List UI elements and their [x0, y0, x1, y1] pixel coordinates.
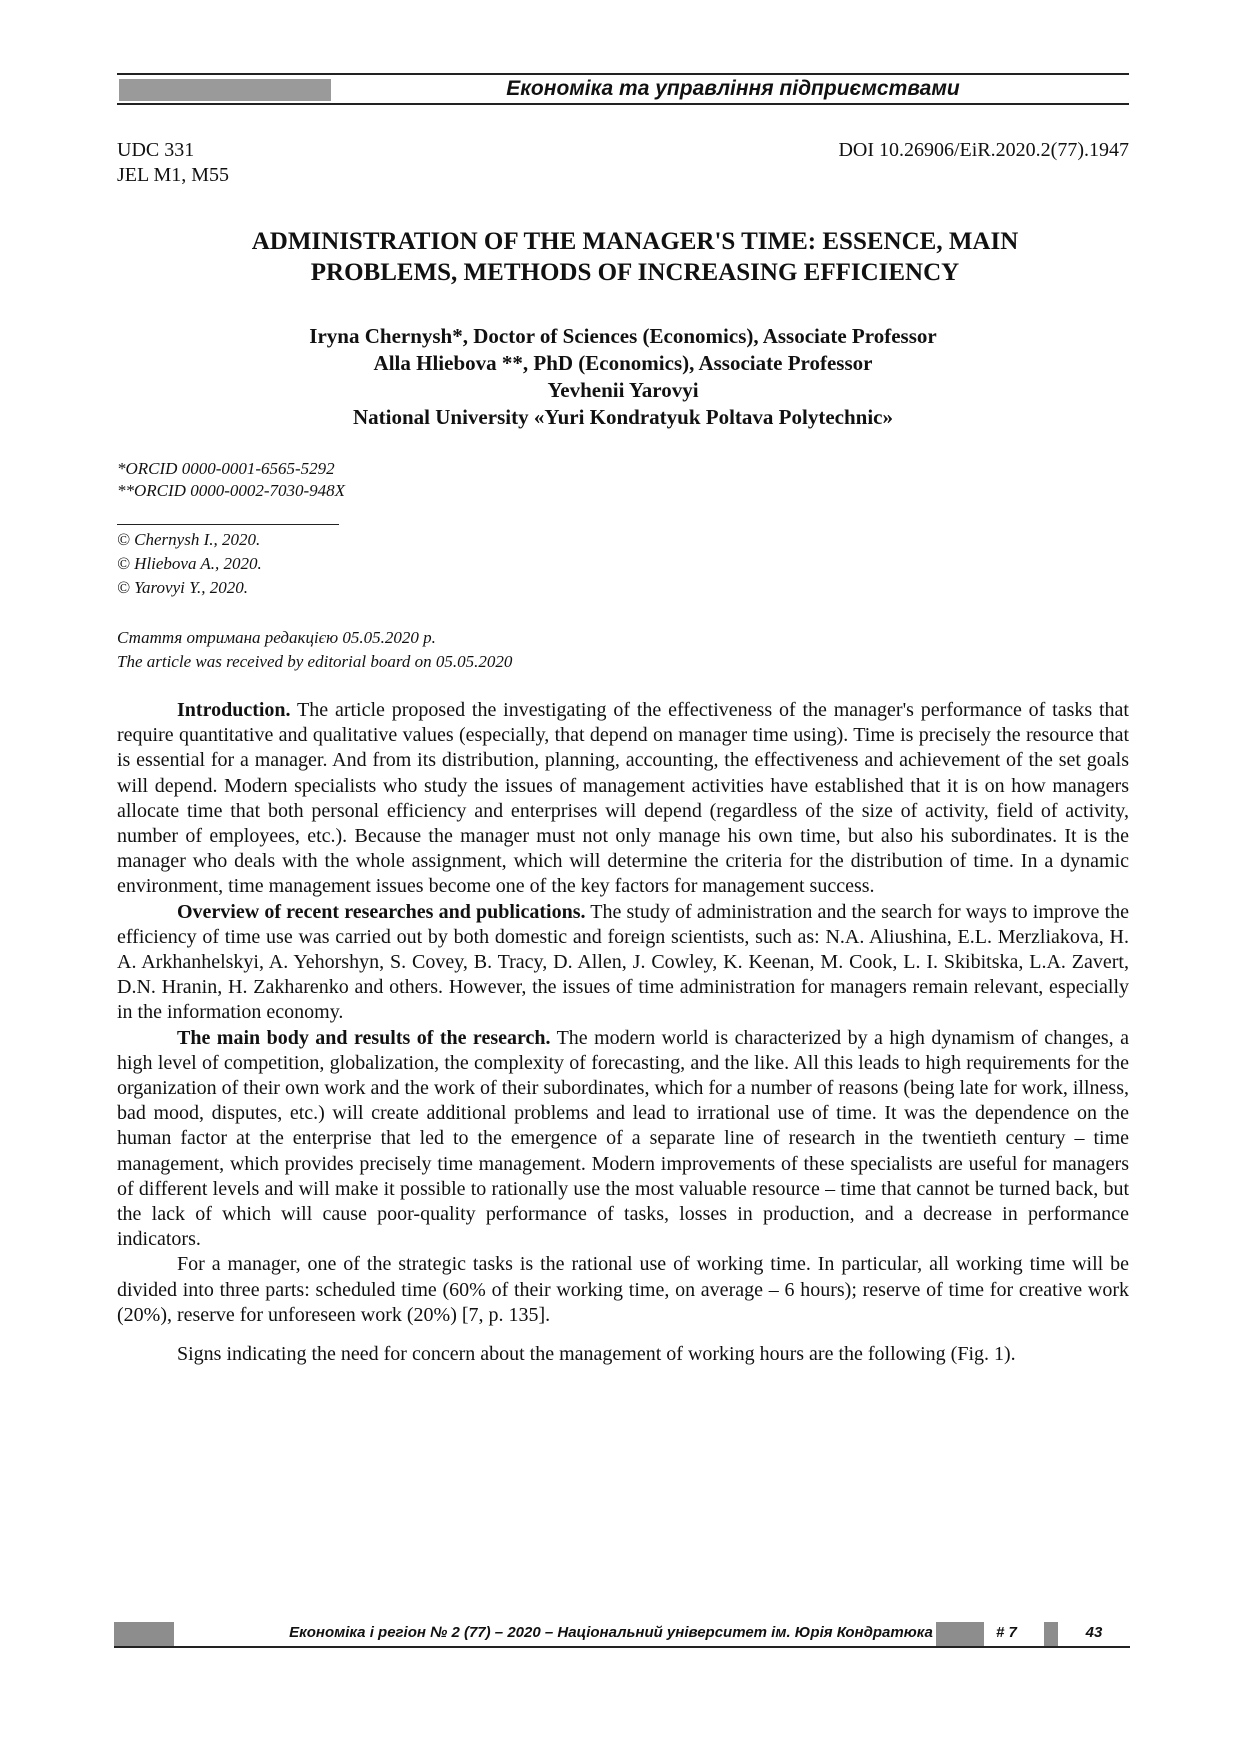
- introduction-text: The article proposed the investigating of the effectiveness of the manager's performance of tasks that require quantitative and qualitative values (especially, that depend on manager time using). Time is precisely the resource that is essential for a manager. And from its distribution, planning, accounting, the effectiveness and achievement of the set goals will depend. Modern specialists who study the issues of management activities have established that it is on how managers allocate time that both personal efficiency and enterprises will depend (regardless of the size of activity, field of activity, number of employees, etc.). Because the manager must not only manage his own time, but also his subordinates. It is the manager who deals with the whole assignment, which will determine the criteria for the distribution of time. In a dynamic environment, time management issues become one of the key factors for management success.: [117, 699, 1129, 898]
- copyright-2: © Hliebova A., 2020.: [117, 554, 262, 573]
- header-rule-top: [117, 73, 1129, 75]
- orcid-list: [117, 458, 345, 502]
- paragraph-signs: Signs indicating the need for concern about the management of working hours are the following (Fig. 1).: [177, 1343, 1016, 1366]
- overview-text: The study of administration and the search for ways to improve the efficiency of time use was carried out by both domestic and foreign scientists, such as: N.A. Aliushina, E.L. Merzliakova, H. A. Arkhanhelskyi, A. Yehorshyn, S. Covey, B. Tracy, D. Allen, J. Cowley, K. Keenan, M. Cook, L. I. Skibitska, L.A. Zavert, D.N. Hranin, H. Zakharenko and others. However, the issues of time administration for managers remain relevant, especially in the information economy.: [117, 900, 1130, 1024]
- footer-journal: Економіка і регіон № 2 (77) – 2020 – Національний університет ім. Юрія Кондратюка: [289, 1624, 933, 1641]
- jel-code: JEL M1, M55: [117, 164, 230, 186]
- copyright-3: © Yarovyi Y., 2020.: [117, 578, 249, 597]
- article-body: [117, 698, 1129, 1367]
- paragraph-working-time: For a manager, one of the strategic tasks is the rational use of working time. In particular, all working time will be divided into three parts: scheduled time (60% of their working time, on average – 6 hours); reserve of time for creative work (20%), reserve for unforeseen work (20%) [7, p. 135].: [117, 1253, 1129, 1326]
- paragraph-introduction: [117, 698, 1129, 900]
- copyright-list: [117, 528, 262, 600]
- doi: DOI 10.26906/EiR.2020.2(77).1947: [838, 139, 1129, 161]
- introduction-heading: Introduction.: [177, 699, 291, 721]
- main-body-text: The modern world is characterized by a high dynamism of changes, a high level of competition, globalization, the complexity of forecasting, and the like. All this leads to high requirements for the organization of their own work and the work of their subordinates, which for a number of reasons (being late for work, illness, bad mood, disputes, etc.) will create additional problems and lead to irrational use of time. It was the dependence on the human factor at the enterprise that led to the emergence of a separate line of research in the twentieth century – time management, which provides precisely time management. Modern improvements of these specialists are useful for managers of different levels and will make it possible to rationally use the most valuable resource – time that cannot be turned back, but the lack of which will cause poor-quality performance of tasks, losses in production, and a decrease in performance indicators.: [117, 1026, 1129, 1251]
- footer-issue: # 7: [996, 1624, 1017, 1641]
- header-grey-block: [119, 79, 331, 101]
- overview-heading: Overview of recent researches and publications.: [177, 900, 586, 923]
- orcid-2: **ORCID 0000-0002-7030-948X: [117, 481, 346, 500]
- article-title-line-1: ADMINISTRATION OF THE MANAGER'S TIME: ESSENCE, MAIN: [251, 228, 1019, 255]
- page-number: 43: [1085, 1624, 1103, 1641]
- footer-grey-block-left: [114, 1622, 174, 1646]
- header-section-title: Економіка та управління підприємствами: [506, 77, 960, 100]
- affiliation: National University «Yuri Kondratyuk Poltava Polytechnic»: [353, 405, 893, 429]
- copyright-1: © Chernysh I., 2020.: [117, 530, 261, 549]
- article-title: [150, 226, 1120, 288]
- article-title-line-2: PROBLEMS, METHODS OF INCREASING EFFICIENCY: [310, 259, 960, 286]
- paragraph-overview: [117, 900, 1129, 1026]
- udc-code: UDC 331: [117, 139, 195, 161]
- received-note: [117, 626, 512, 674]
- running-header: [117, 73, 1129, 105]
- footer-grey-block-right: [1044, 1622, 1058, 1646]
- received-ua: Стаття отримана редакцією 05.05.2020 р.: [117, 628, 436, 647]
- main-body-heading: The main body and results of the research.: [177, 1026, 551, 1049]
- author-3: Yevhenii Yarovyi: [547, 378, 699, 402]
- footer-rule: [114, 1646, 1130, 1648]
- paragraph-main-body: [117, 1026, 1129, 1253]
- author-block: [117, 323, 1129, 431]
- author-1: Iryna Chernysh*, Doctor of Sciences (Economics), Associate Professor: [309, 324, 937, 348]
- author-2: Alla Hliebova **, PhD (Economics), Associate Professor: [373, 351, 873, 375]
- footer-grey-block-mid: [936, 1622, 984, 1646]
- received-en: The article was received by editorial board on 05.05.2020: [117, 652, 513, 671]
- footnote-separator: [117, 524, 339, 525]
- running-footer: [114, 1622, 1130, 1648]
- orcid-1: *ORCID 0000-0001-6565-5292: [117, 459, 335, 478]
- header-rule-bottom: [117, 103, 1129, 105]
- classification-codes: [117, 138, 229, 188]
